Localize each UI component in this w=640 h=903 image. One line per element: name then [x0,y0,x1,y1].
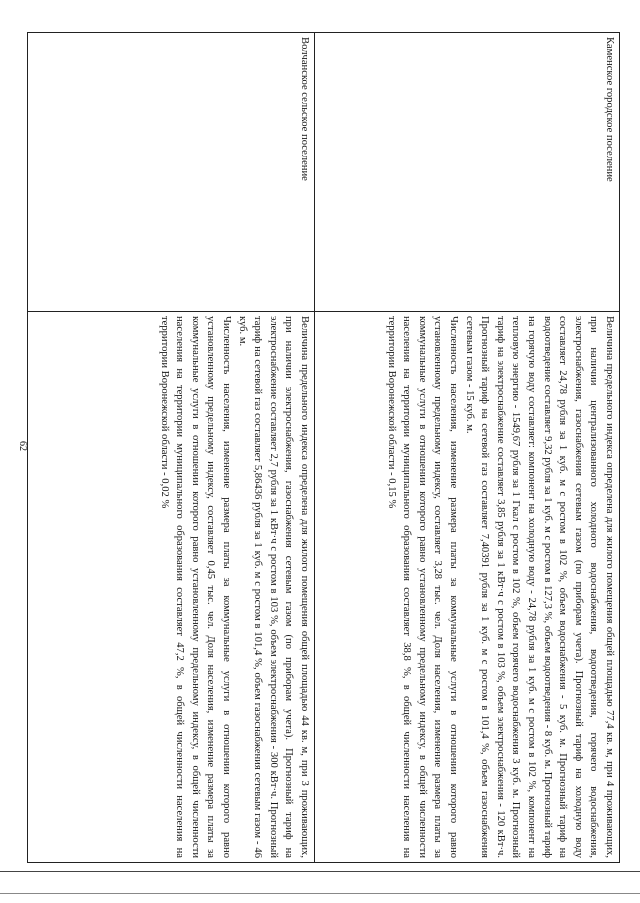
municipality-name: Волчанское сельское поселение [299,37,310,181]
scan-edge-line [0,871,640,872]
table-row [28,33,315,863]
population-share-paragraph: Численность населения, изменение размера платы за коммунальные услуги в отношении которого равно установленному предельному индексу, составляет 3,28 тыс. чел. Доля населения, изменение размера платы за коммунальные услуги в отношении которого равно установленному предельному индексу, в общей численности населения на территории муниципального образования составляет 38,8 %, в общей численности населения на территории Воронежской области - 0,15 % [385,316,460,858]
index-description-cell [28,312,315,863]
table-row [315,33,620,863]
municipal-index-table [27,32,620,863]
index-description-paragraph: Величина предельного индекса определена для жилого помещения общей площадью 77,4 кв. м, при 4 проживающих, при наличии централизованного холодного водоснабжения, водоотведения, горячего водоснабжения, электроснабжения, газоснабжения сетевым газом (по приборам учета). Прогнозный тариф на холодную воду составляет 24,78 рубля за 1 куб. м с ростом в 102 %, объем водоснабжения - 5 куб. м. Прогнозный тариф на водоотведение составляет 9,32 рубля за 1 куб. м с ростом в 127,3 %, объем водоотведения - 8 куб. м. Прогнозный тариф на горячую воду составляет: компонент на холодную воду - 24,78 рубля за 1 куб. м с ростом в 102 %, компонент на тепловую энергию - 1549,67 рубля за 1 Гкал с ростом в 102 %, объем горячего водоснабжения 3 куб. м. Прогнозный тариф на электроснабжение составляет 3,85 рубля за 1 кВт·ч с ростом в 103 %, объем электроснабжения - 120 кВт·ч. Прогнозный тариф на сетевой газ составляет 7,40391 рубля за 1 куб. м с ростом в 101,4 %, объем газоснабжения сетевым газом - 15 куб. м. [463,316,615,858]
index-description-cell [315,312,620,863]
index-description-paragraph: Величина предельного индекса определена для жилого помещения общей площадью 44 кв. м, при 3 проживающих, при наличии электроснабжения, газоснабжения сетевым газом (по приборам учета). Прогнозный тариф на электроснабжение составляет 2,7 рубля за 1 кВт·ч с ростом в 103 %, объем электроснабжения - 300 кВт·ч. Прогнозный тариф на сетевой газ составляет 5,86436 рубля за 1 куб. м с ростом в 101,4 %, объем газоснабжения сетевым газом - 46 куб. м. [236,316,310,858]
population-share-paragraph: Численность населения, изменение размера платы за коммунальные услуги в отношении которого равно установленному предельному индексу, составляет 0,45 тыс. чел. Доля населения, изменение размера платы за коммунальные услуги в отношении которого равно установленному предельному индексу, в общей численности населения на территории муниципального образования составляет 47,2 %, в общей численности населения на территории Воронежской области - 0,02 % [158,316,233,858]
scan-edge-line [0,893,640,894]
municipality-name: Каменское городское поселение [604,37,615,182]
municipality-name-cell [315,33,620,312]
page-number: 62 [17,441,28,451]
municipality-name-cell [28,33,315,312]
rotated-page-content [30,32,620,863]
